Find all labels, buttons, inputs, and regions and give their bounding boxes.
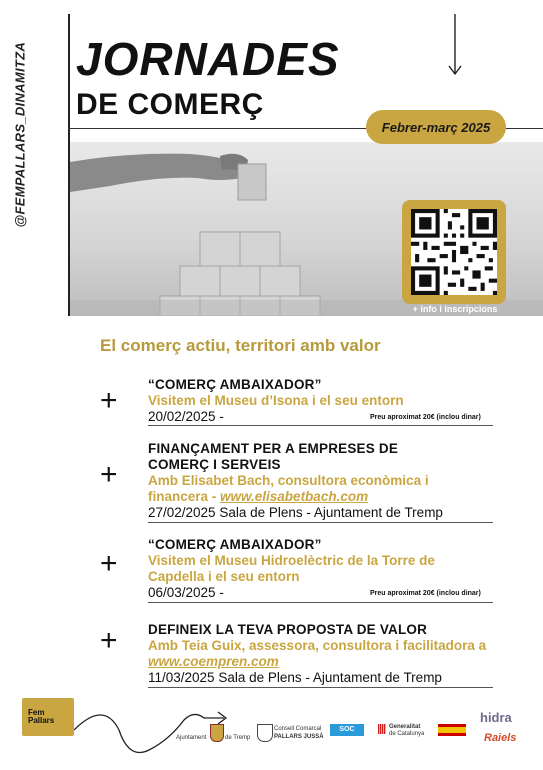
event-date: 27/02/2025 Sala de Plens - Ajuntament de Tremp [148, 505, 443, 520]
social-handle: @FEMPALLARS_DINAMITZA [12, 41, 28, 228]
section-subtitle: El comerç actiu, territori amb valor [100, 336, 381, 355]
event-description-line2: Capdella i el seu entorn [148, 569, 300, 584]
event-description-line2 [148, 489, 368, 504]
event-description-prefix: financera - [148, 489, 221, 504]
consell-shield-icon [257, 724, 273, 742]
spain-flag-icon [438, 724, 466, 736]
date-badge: Febrer-març 2025 [366, 110, 506, 144]
page-title: JORNADES [76, 33, 340, 85]
arrow-down-icon [448, 14, 462, 76]
divider [148, 602, 493, 603]
event-description: Amb Elisabet Bach, consultora econòmica i [148, 473, 429, 488]
logo-text: Fem [28, 707, 45, 717]
event-date: 20/02/2025 - [148, 409, 224, 424]
plus-icon: + [100, 458, 118, 491]
consell-label-2: PALLARS JUSSÀ [274, 734, 324, 740]
divider [148, 687, 493, 688]
logo-text: Pallars [28, 716, 55, 725]
event-description: Amb Teia Guix, assessora, consultora i facilitadora a [148, 638, 487, 653]
plus-icon: + [100, 624, 118, 657]
event-date: 11/03/2025 Sala de Plens - Ajuntament de Tremp [148, 670, 442, 685]
generalitat-flag-icon [378, 724, 386, 734]
plus-icon: + [100, 547, 118, 580]
divider [148, 522, 493, 523]
qr-caption: + info i inscripcions [412, 304, 498, 314]
hidra-logo: hidra [480, 710, 512, 725]
tremp-coat-of-arms-icon [210, 724, 224, 742]
generalitat-label-2: de Catalunya [389, 731, 425, 737]
divider [148, 425, 493, 426]
event-title: “COMERÇ AMBAIXADOR” [148, 377, 322, 392]
generalitat-label: Generalitat [389, 724, 421, 730]
plus-icon: + [100, 384, 118, 417]
qr-code-icon [411, 209, 497, 295]
event-description: Visitem el Museu d’Isona i el seu entorn [148, 393, 404, 408]
fem-pallars-logo [22, 698, 74, 736]
soc-logo: SOC [330, 724, 364, 736]
event-price: Preu aproximat 20€ (inclou dinar) [370, 590, 481, 597]
event-description-line2 [148, 654, 279, 669]
event-price: Preu aproximat 20€ (inclou dinar) [370, 414, 481, 421]
event-title: DEFINEIX LA TEVA PROPOSTA DE VALOR [148, 622, 428, 637]
event-title: FINANÇAMENT PER A EMPRESES DE [148, 441, 399, 456]
page-subtitle: DE COMERÇ [76, 88, 264, 121]
ajuntament-label: Ajuntament [176, 735, 207, 741]
event-description: Visitem el Museu Hidroelèctric de la Torre de [148, 553, 435, 568]
tremp-label: de Tremp [225, 735, 251, 741]
event-title: “COMERÇ AMBAIXADOR” [148, 537, 322, 552]
event-link[interactable]: www.elisabetbach.com [220, 489, 369, 504]
consell-label: Consell Comarcal [274, 726, 322, 732]
event-link[interactable]: www.coempren.com [148, 654, 279, 669]
raiels-logo: Raiels [484, 732, 517, 744]
event-title-line2: COMERÇ I SERVEIS [148, 457, 281, 472]
event-date: 06/03/2025 - [148, 585, 224, 600]
qr-code[interactable] [402, 200, 506, 304]
